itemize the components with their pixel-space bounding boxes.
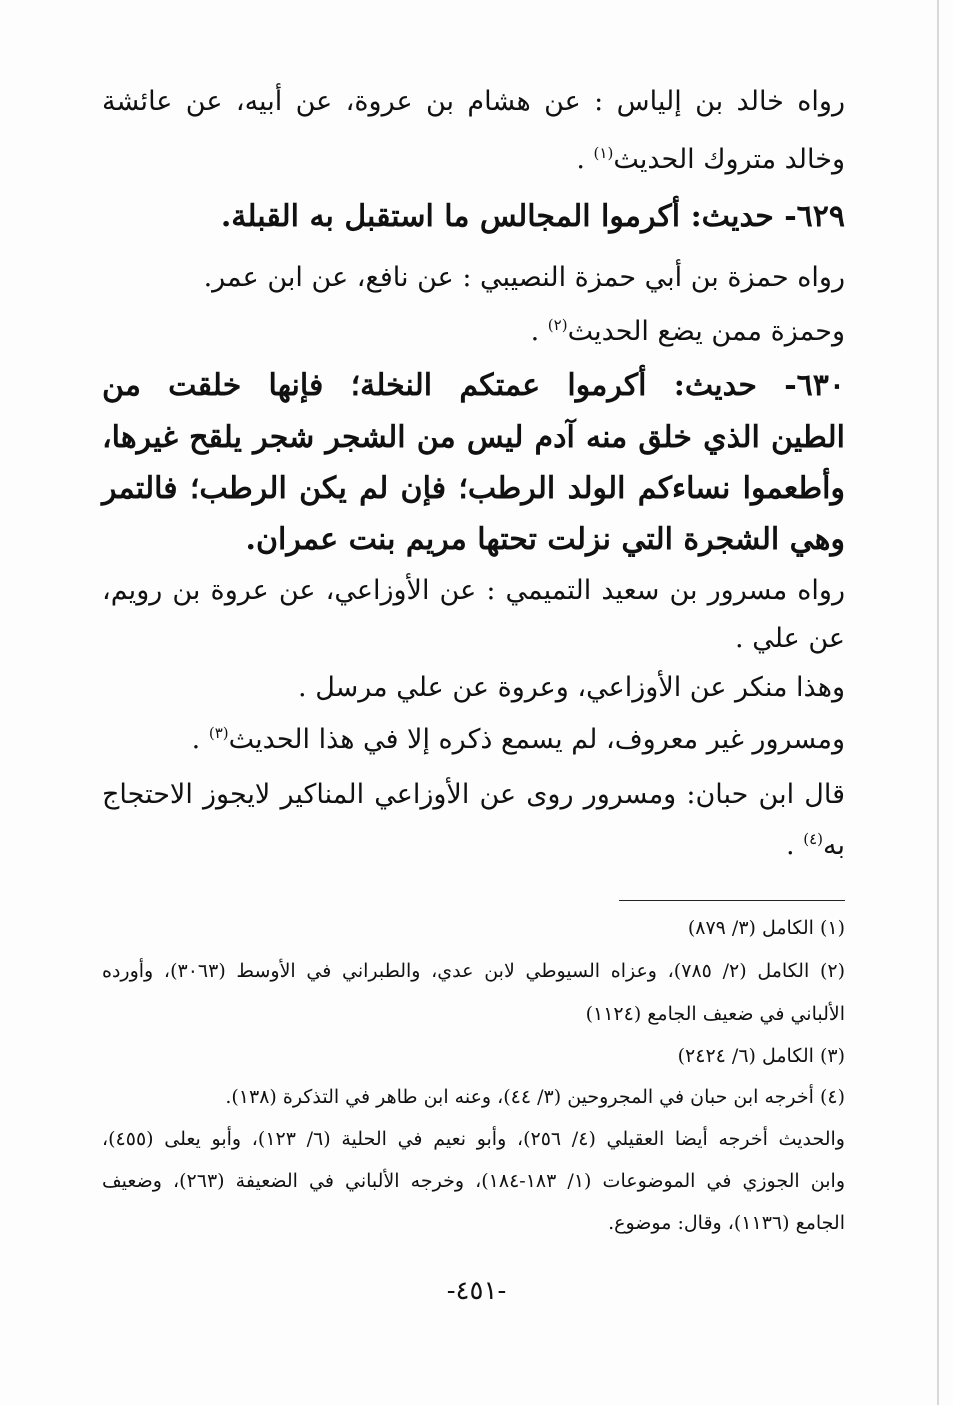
text-line: وخالد متروك الحديث$^{(١)}$ . <box>576 144 845 175</box>
footnote-ref: (٤) <box>803 830 823 848</box>
text-line: به$^{(٤)}$ . <box>786 830 845 861</box>
text-line: رواه حمزة بن أبي حمزة النصيبي : عن نافع، عن ابن عمر. <box>203 262 845 293</box>
footnote: (٣) الكامل (٦/ ٢٤٢٤) <box>677 1045 845 1067</box>
footnote: (١) الكامل (٣/ ٨٧٩) <box>687 917 845 939</box>
hadith-heading: الطين الذي خلق منه آدم ليس من الشجر شجر يلقح غيرها، <box>102 420 845 455</box>
footnote: الجامع (١١٣٦)، وقال: موضوع. <box>608 1212 845 1234</box>
text-line: وهذا منكر عن الأوزاعي، وعروة عن علي مرسل . <box>298 672 845 703</box>
footnote-ref: (٣) <box>208 724 229 742</box>
text-line: قال ابن حبان: ومسرور روى عن الأوزاعي المناكير لايجوز الاحتجاج <box>102 779 845 810</box>
hadith-heading: وأطعموا نساءكم الولد الرطب؛ فإن لم يكن الرطب؛ فالتمر <box>102 471 845 506</box>
footnote: (٢) الكامل (٢/ ٧٨٥)، وعزاه السيوطي لابن عدي، والطبراني في الأوسط (٣٠٦٣)، وأورده <box>102 960 846 982</box>
hadith-heading: ٦٣٠- حديث: أكرموا عمتكم النخلة؛ فإنها خلقت من <box>102 368 845 403</box>
text-line: وحمزة ممن يضع الحديث$^{(٢)}$ . <box>530 316 845 347</box>
page-edge <box>937 0 939 1405</box>
footnote-ref: (٢) <box>547 316 568 334</box>
text-line: ومسرور غير معروف، لم يسمع ذكره إلا في هذا الحديث$^{(٣)}$ . <box>191 724 845 755</box>
footnote: والحديث أخرجه أيضا العقيلي (٤/ ٢٥٦)، وأبو نعيم في الحلية (٦/ ١٢٣)، وأبو يعلى (٤٥٥)، <box>102 1128 845 1150</box>
footnote-separator <box>619 900 845 901</box>
text-line: عن علي . <box>735 623 845 654</box>
hadith-heading: وهي الشجرة التي نزلت تحتها مريم بنت عمران. <box>245 522 845 557</box>
text-line: رواه مسرور بن سعيد التميمي : عن الأوزاعي، عن عروة بن رويم، <box>102 575 845 606</box>
footnote: الألباني في ضعيف الجامع (١١٢٤) <box>585 1003 845 1025</box>
page-number: -٤٥١- <box>446 1276 507 1306</box>
footnote-ref: (١) <box>593 144 614 162</box>
hadith-heading: ٦٢٩- حديث: أكرموا المجالس ما استقبل به القبلة. <box>220 199 845 234</box>
footnote: (٤) أخرجه ابن حبان في المجروحين (٣/ ٤٤)، وعنه ابن طاهر في التذكرة (١٣٨). <box>225 1086 845 1108</box>
footnote: وابن الجوزي في الموضوعات (١/ ١٨٣-١٨٤)، وخرجه الألباني في الضعيفة (٢٦٣)، وضعيف <box>102 1170 845 1192</box>
text-line: رواه خالد بن إلياس : عن هشام بن عروة، عن أبيه، عن عائشة <box>102 86 845 117</box>
